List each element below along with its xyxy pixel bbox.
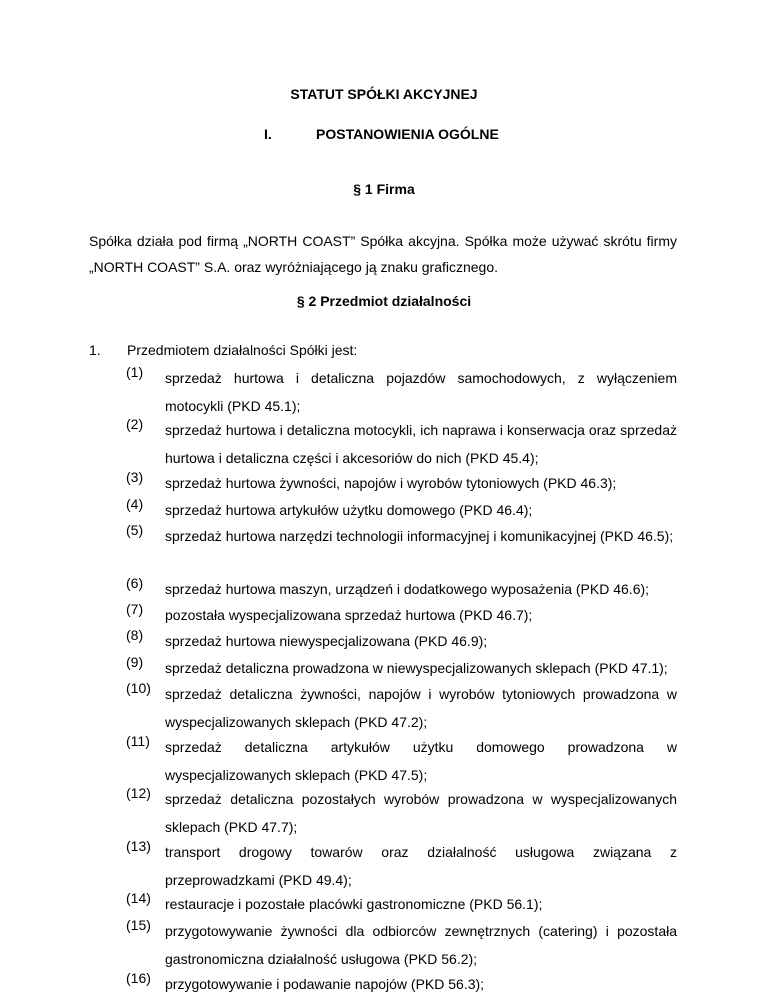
- list-item-number: (11): [126, 733, 150, 749]
- list-item-number: (6): [126, 575, 144, 591]
- section-number: I.: [264, 126, 272, 142]
- list-item-text: sprzedaż hurtowa narzędzi technologii informacyjnej i komunikacyjnej (PKD 46.5);: [165, 528, 674, 544]
- list-item-number: (9): [126, 654, 144, 670]
- list-item-text: sprzedaż detaliczna pozostałych wyrobów prowadzona w wyspecjalizowanych sklepach (PKD 47.7);: [165, 791, 677, 835]
- list-item-text: sprzedaż hurtowa niewyspecjalizowana (PKD 46.9);: [165, 633, 488, 649]
- document-title: STATUT SPÓŁKI AKCYJNEJ: [290, 86, 478, 102]
- list-item-number: (15): [126, 917, 151, 933]
- list-item-text-line: wyspecjalizowanych sklepach (PKD 47.5);: [165, 767, 428, 783]
- paragraph-1-heading: § 1 Firma: [353, 181, 415, 197]
- list-item-text: [165, 838, 677, 894]
- list-item-text: przygotowywanie żywności dla odbiorców zewnętrznych (catering) i pozostała gastronomiczna działalność usługowa (PKD 56.2);: [165, 923, 677, 967]
- point-number: 1.: [89, 342, 101, 358]
- list-item-number: (16): [126, 970, 151, 986]
- list-item-number: (10): [126, 680, 151, 696]
- list-item-text: przygotowywanie i podawanie napojów (PKD 56.3);: [165, 976, 485, 992]
- list-item-text: sprzedaż detaliczna żywności, napojów i wyrobów tytoniowych prowadzona w wyspecjalizowanych sklepach (PKD 47.2);: [165, 686, 677, 730]
- list-item-number: (3): [126, 469, 144, 485]
- list-item-number: (8): [126, 627, 144, 643]
- list-item-number: (12): [126, 785, 151, 801]
- list-item-text: sprzedaż hurtowa maszyn, urządzeń i dodatkowego wyposażenia (PKD 46.6);: [165, 581, 650, 597]
- list-item-number: (13): [126, 838, 151, 854]
- list-item-number: (1): [126, 364, 144, 380]
- list-item-text: pozostała wyspecjalizowana sprzedaż hurtowa (PKD 46.7);: [165, 607, 533, 623]
- list-item-number: (4): [126, 496, 144, 512]
- paragraph-1-text: Spółka działa pod firmą „NORTH COAST” Spółka akcyjna. Spółka może używać skrótu firmy „NORTH COAST” S.A. oraz wyróżniającego ją znaku graficznego.: [89, 233, 677, 275]
- paragraph-2-heading: § 2 Przedmiot działalności: [296, 293, 472, 309]
- point-text: Przedmiotem działalności Spółki jest:: [127, 342, 358, 358]
- list-item-text-line: transport drogowy towarów oraz działalność usługowa związana z: [165, 844, 677, 860]
- list-item-text: sprzedaż hurtowa artykułów użytku domowego (PKD 46.4);: [165, 502, 533, 518]
- list-item-text: sprzedaż hurtowa żywności, napojów i wyrobów tytoniowych (PKD 46.3);: [165, 475, 617, 491]
- list-item-text: sprzedaż hurtowa i detaliczna motocykli, ich naprawa i konserwacja oraz sprzedaż hurtowa i detaliczna części i akcesoriów do nich (PKD 45.4);: [165, 422, 677, 466]
- list-item-text: sprzedaż detaliczna prowadzona w niewyspecjalizowanych sklepach (PKD 47.1);: [165, 660, 668, 676]
- list-item-text: sprzedaż hurtowa i detaliczna pojazdów samochodowych, z wyłączeniem motocykli (PKD 45.1);: [165, 370, 677, 414]
- list-item-text-line: przeprowadzkami (PKD 49.4);: [165, 872, 352, 888]
- list-item-text: restauracje i pozostałe placówki gastronomiczne (PKD 56.1);: [165, 896, 543, 912]
- list-item-text: [165, 733, 677, 789]
- list-item-number: (5): [126, 522, 144, 538]
- list-item-number: (14): [126, 890, 151, 906]
- list-item-text-line: sprzedaż detaliczna artykułów użytku domowego prowadzona w: [165, 739, 677, 755]
- section-title: POSTANOWIENIA OGÓLNE: [316, 126, 499, 142]
- list-item-number: (7): [126, 601, 144, 617]
- list-item-number: (2): [126, 416, 144, 432]
